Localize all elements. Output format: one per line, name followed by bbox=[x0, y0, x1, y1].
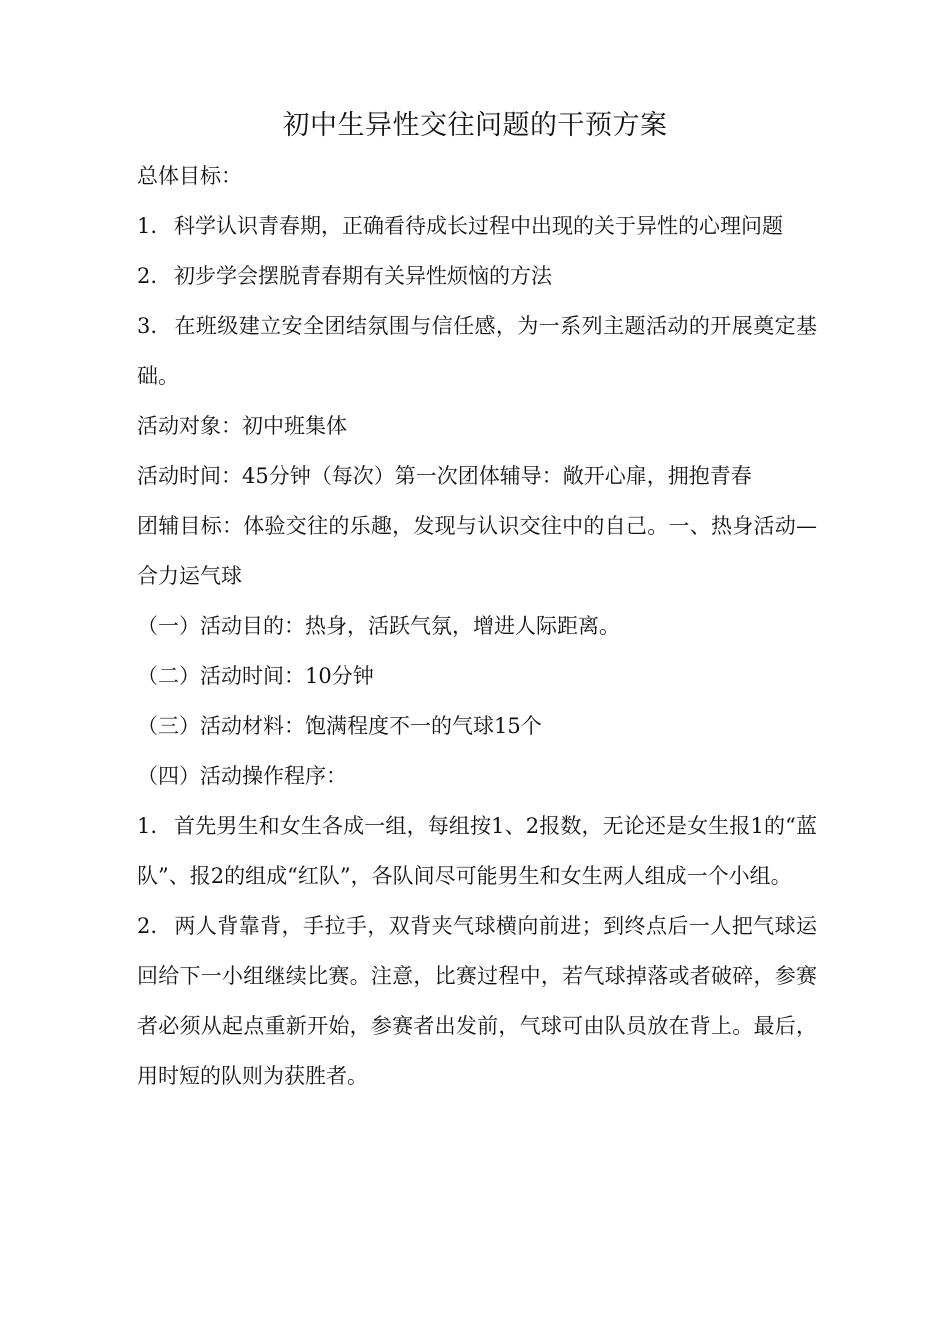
activity-time: 活动时间：45分钟（每次）第一次团体辅导：敞开心扉，拥抱青春 bbox=[137, 464, 752, 488]
step-number: 2. bbox=[137, 914, 158, 938]
document-title: 初中生异性交往问题的干预方案 bbox=[282, 110, 668, 141]
section-procedure: （四）活动操作程序： bbox=[137, 764, 347, 788]
goal-text: 初步学会摆脱青春期有关异性烦恼的方法 bbox=[174, 264, 552, 288]
section-materials: （三）活动材料：饱满程度不一的气球15个 bbox=[137, 714, 542, 738]
procedure-step bbox=[137, 901, 817, 1101]
group-goal: 团辅目标：体验交往的乐趣，发现与认识交往中的自己。一、热身活动—合力运气球 bbox=[137, 514, 817, 588]
goal-text: 在班级建立安全团结氛围与信任感，为一系列主题活动的开展奠定基础。 bbox=[137, 314, 817, 388]
step-text: 首先男生和女生各成一组，每组按1、2报数，无论还是女生报1的“蓝队”、报2的组成“红队”，各队间尽可能男生和女生两人组成一个小组。 bbox=[137, 814, 817, 888]
goal-number: 2. bbox=[137, 264, 158, 288]
goal-number: 3. bbox=[137, 314, 158, 338]
overall-goal-label: 总体目标： bbox=[137, 164, 242, 188]
step-number: 1. bbox=[137, 814, 158, 838]
document-body bbox=[137, 151, 817, 1101]
goal-item bbox=[137, 301, 817, 401]
section-duration: （二）活动时间：10分钟 bbox=[137, 664, 374, 688]
goal-item bbox=[137, 251, 817, 301]
procedure-step bbox=[137, 801, 817, 901]
goal-item bbox=[137, 201, 817, 251]
activity-target: 活动对象：初中班集体 bbox=[137, 414, 347, 438]
goal-number: 1. bbox=[137, 214, 158, 238]
goal-text: 科学认识青春期，正确看待成长过程中出现的关于异性的心理问题 bbox=[174, 214, 783, 238]
step-text: 两人背靠背，手拉手，双背夹气球横向前进；到终点后一人把气球运回给下一小组继续比赛。注意，比赛过程中，若气球掉落或者破碎，参赛者必须从起点重新开始，参赛者出发前，气球可由队员放在背上。最后，用时短的队则为获胜者。 bbox=[137, 914, 817, 1088]
section-purpose: （一）活动目的：热身，活跃气氛，增进人际距离。 bbox=[137, 614, 620, 638]
